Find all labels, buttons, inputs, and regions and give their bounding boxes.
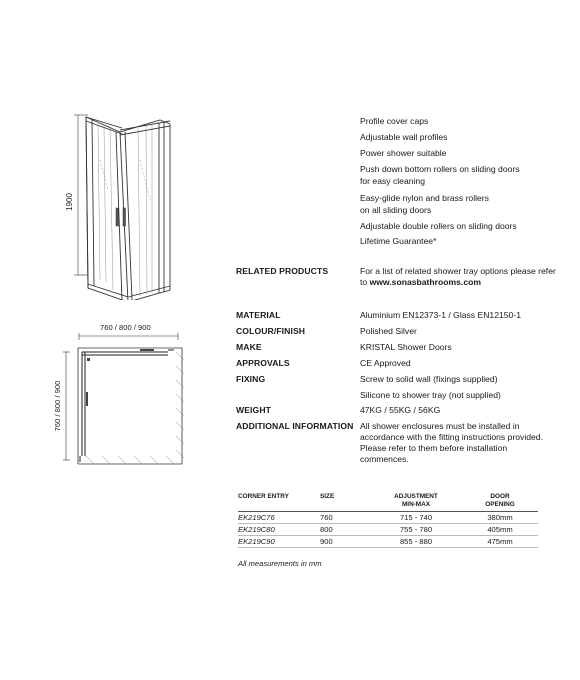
header-adjustment-line2: MIN-MAX: [401, 500, 431, 508]
colour-finish-value: Polished Silver: [360, 326, 417, 336]
header-door-opening: [462, 493, 538, 512]
feature-item: for easy cleaning: [360, 176, 425, 186]
plan-handles: [86, 349, 154, 406]
feature-item: Profile cover caps: [360, 116, 429, 126]
header-adjustment-line1: ADJUSTMENT: [394, 493, 438, 500]
wall-outline: [78, 348, 182, 464]
header-size: SIZE: [320, 493, 370, 512]
height-dimension-label: 1900: [65, 193, 74, 211]
header-door-line2: OPENING: [485, 500, 515, 508]
enclosure-elevation-drawing: [60, 110, 185, 300]
width-dimension: [79, 333, 178, 340]
measurements-note: All measurements in mm: [238, 559, 322, 568]
cell-code: EK219C90: [238, 536, 320, 548]
additional-information-value: [360, 421, 560, 465]
additional-line: All shower enclosures must be installed in: [360, 421, 520, 431]
cell-door: 380mm: [462, 512, 538, 524]
fixing-value-1: Screw to solid wall (fixings supplied): [360, 374, 498, 384]
cell-size: 900: [320, 536, 370, 548]
weight-value: 47KG / 55KG / 56KG: [360, 405, 441, 415]
feature-item: on all sliding doors: [360, 205, 432, 215]
header-door-line1: DOOR: [490, 493, 510, 500]
depth-dimension: [63, 352, 70, 460]
cell-adjustment: 715 - 740: [370, 512, 462, 524]
width-dimension-label: 760 / 800 / 900: [100, 323, 151, 332]
feature-item: Push down bottom rollers on sliding doors: [360, 164, 520, 174]
feature-item: Adjustable double rollers on sliding doors: [360, 221, 517, 231]
material-label: MATERIAL: [236, 310, 281, 320]
table-header-row: [238, 493, 538, 512]
feature-item: Easy-glide nylon and brass rollers: [360, 193, 489, 203]
cell-size: 800: [320, 524, 370, 536]
approvals-value: CE Approved: [360, 358, 411, 368]
related-products-label: RELATED PRODUCTS: [236, 266, 329, 276]
material-value: Aluminium EN12373-1 / Glass EN12150-1: [360, 310, 521, 320]
enclosure-plan-drawing: [40, 332, 185, 472]
cell-adjustment: 755 - 780: [370, 524, 462, 536]
feature-item: Lifetime Guarantee*: [360, 236, 437, 246]
feature-item: Adjustable wall profiles: [360, 132, 448, 142]
door-handles: [116, 208, 126, 226]
header-adjustment: [370, 493, 462, 512]
colour-finish-label: COLOUR/FINISH: [236, 326, 306, 336]
sizes-table: [238, 493, 538, 548]
enclosure-profiles: [80, 350, 174, 462]
fixing-label: FIXING: [236, 374, 266, 384]
depth-dimension-label: 760 / 800 / 900: [53, 380, 62, 432]
header-corner-entry: CORNER ENTRY: [238, 493, 320, 512]
cell-code: EK219C76: [238, 512, 320, 524]
related-prefix: to: [360, 277, 370, 287]
related-products-line: For a list of related shower tray options please refer: [360, 266, 556, 276]
enclosure-frame: [86, 117, 170, 300]
weight-label: WEIGHT: [236, 405, 271, 415]
additional-line: commences.: [360, 454, 409, 464]
feature-item: Power shower suitable: [360, 148, 447, 158]
additional-line: Please refer to them before installation: [360, 443, 508, 453]
table-row: [238, 524, 538, 536]
table-row: [238, 536, 538, 548]
additional-information-label: ADDITIONAL INFORMATION: [236, 421, 354, 431]
cell-door: 405mm: [462, 524, 538, 536]
related-products-line2: [360, 277, 560, 288]
additional-line: accordance with the fitting instructions provided.: [360, 432, 543, 442]
fixing-value-2: Silicone to shower tray (not supplied): [360, 390, 501, 400]
make-label: MAKE: [236, 342, 262, 352]
cell-door: 475mm: [462, 536, 538, 548]
cell-size: 760: [320, 512, 370, 524]
cell-adjustment: 855 - 880: [370, 536, 462, 548]
wall-hatch: [86, 352, 184, 464]
table-row: [238, 512, 538, 524]
approvals-label: APPROVALS: [236, 358, 290, 368]
cell-code: EK219C80: [238, 524, 320, 536]
website-link[interactable]: www.sonasbathrooms.com: [369, 277, 481, 287]
make-value: KRISTAL Shower Doors: [360, 342, 452, 352]
related-products-text: [360, 266, 560, 288]
